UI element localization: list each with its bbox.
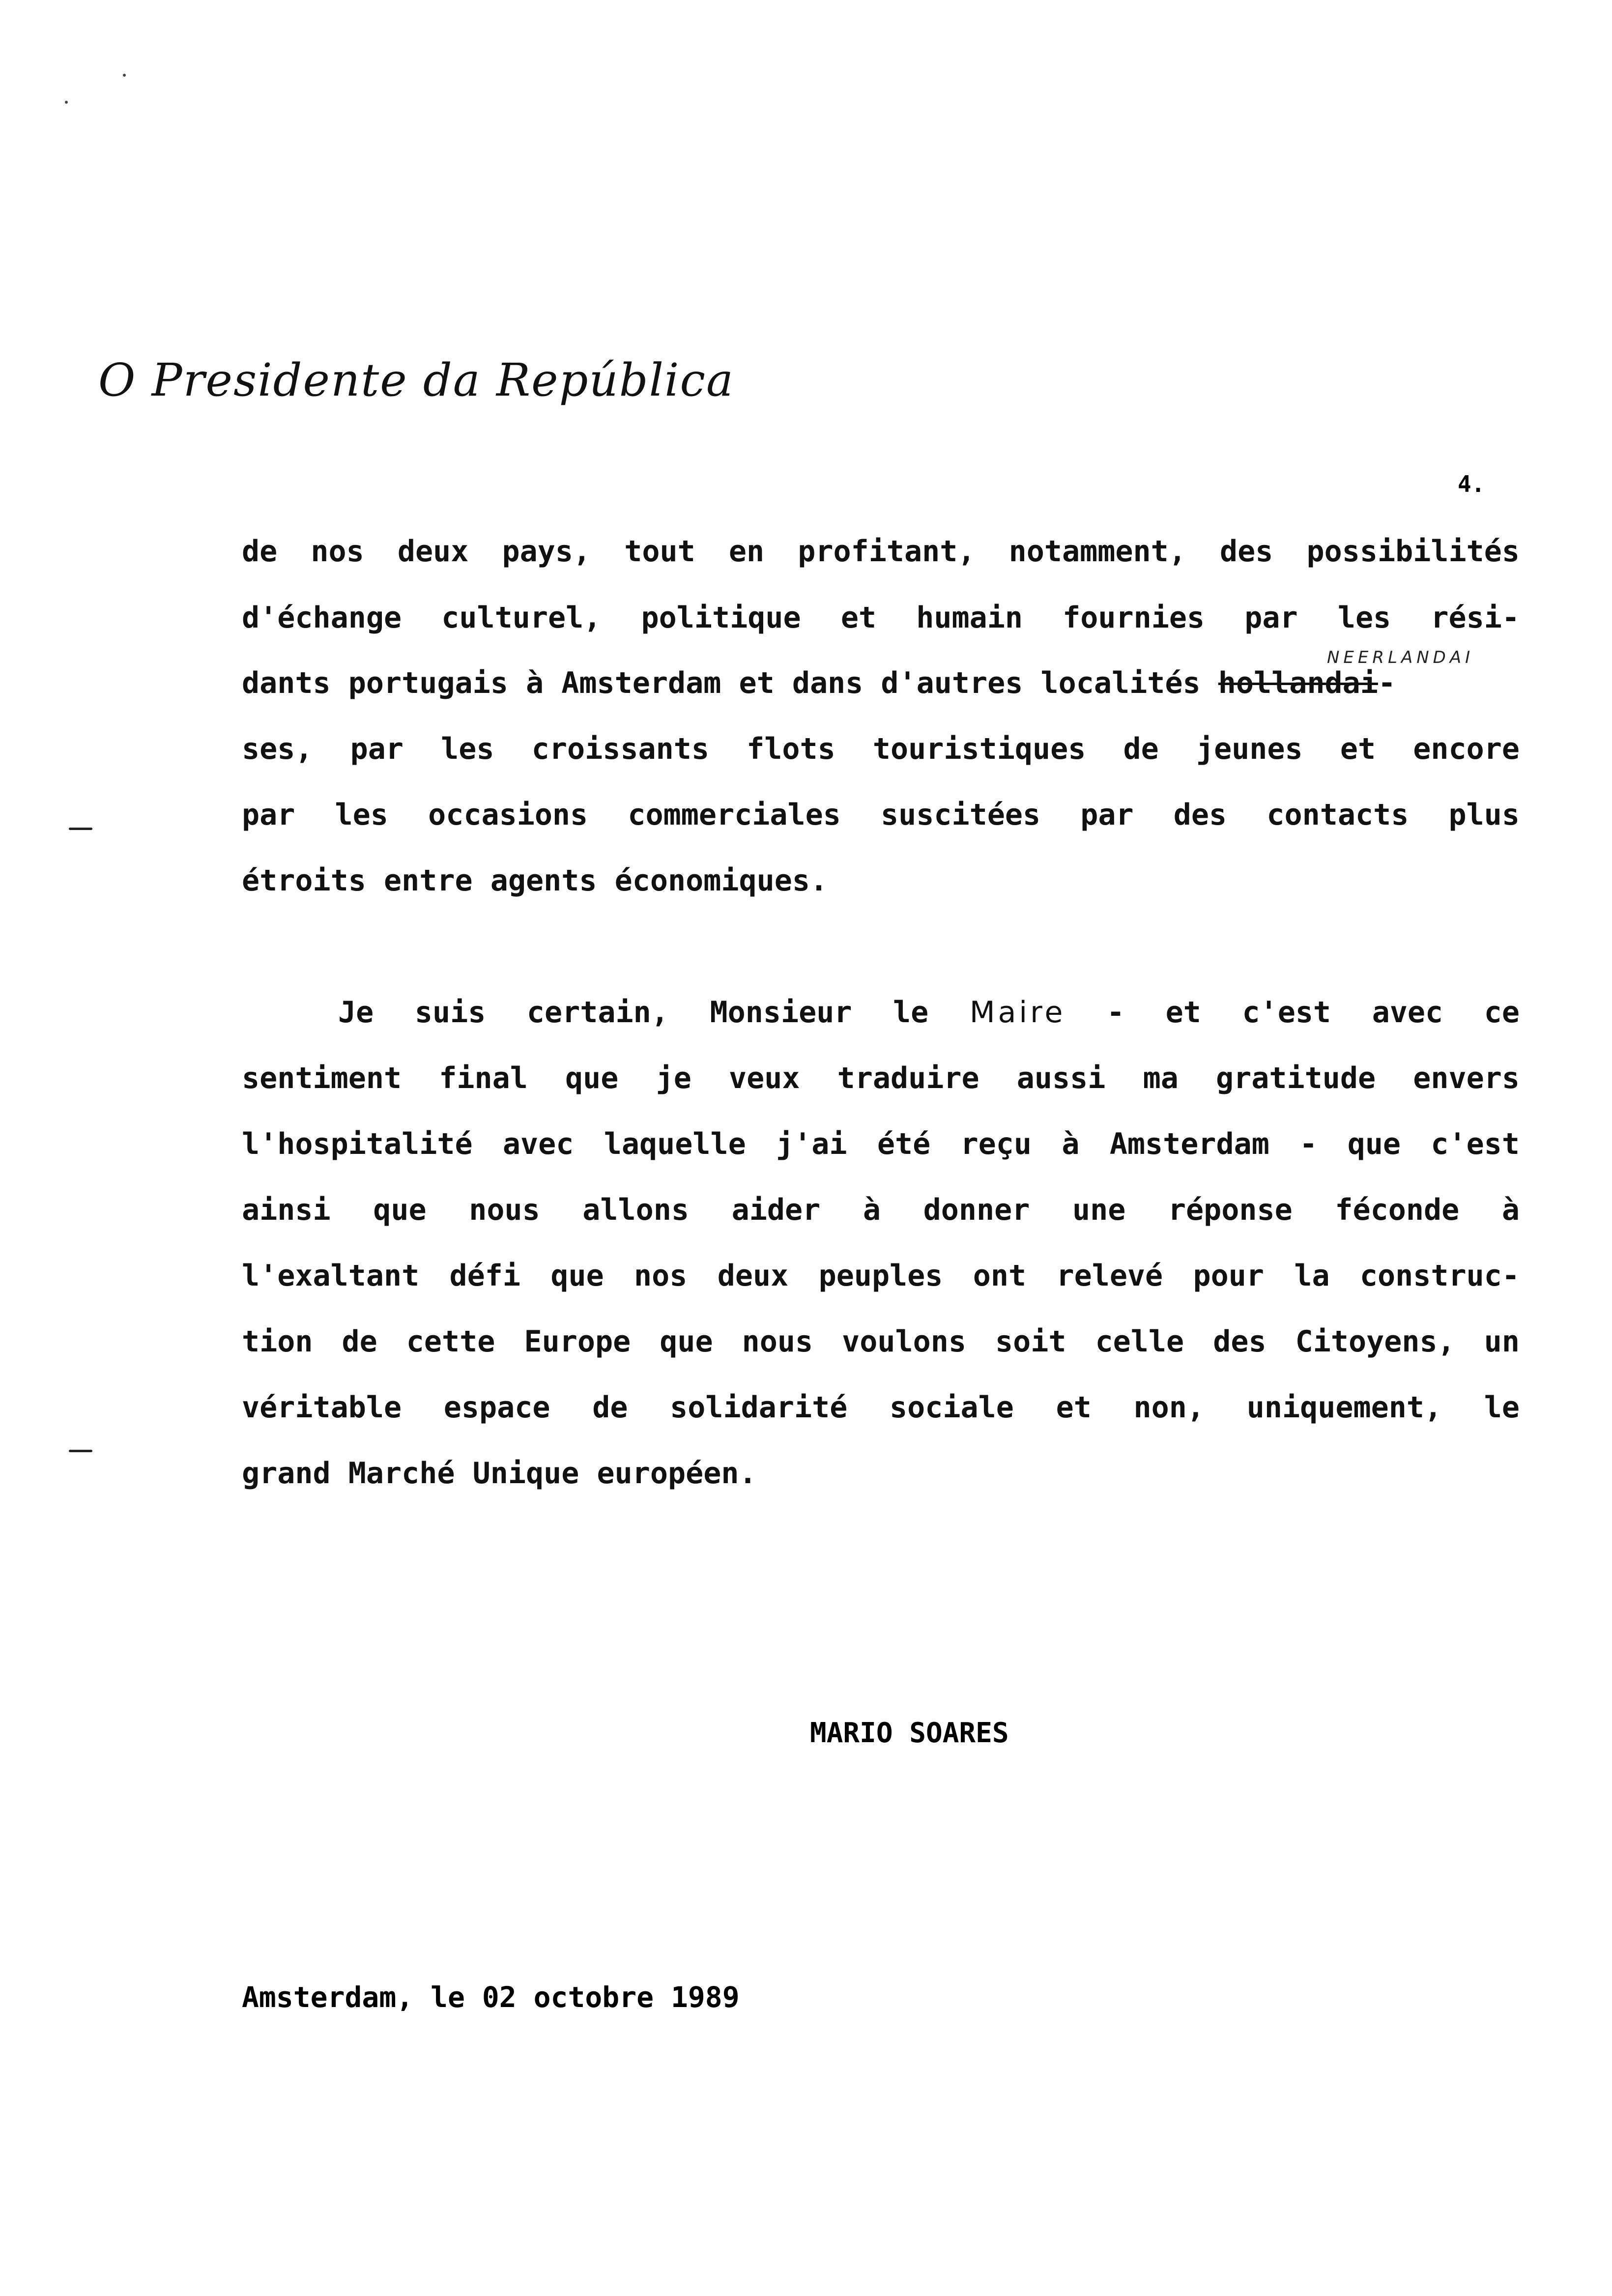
scan-speck	[123, 74, 126, 77]
margin-mark	[69, 828, 92, 830]
paragraph-2-line-8: grand Marché Unique européen.	[242, 1456, 757, 1491]
line-3-end: -	[1378, 666, 1396, 700]
paragraph-1-line-3	[242, 667, 1520, 699]
line-3-text: dants portugais à Amsterdam et dans d'autres localités	[242, 666, 1218, 700]
paragraph-1-line-6: étroits entre agents économiques.	[242, 863, 828, 898]
paragraph-1-line-1: de nos deux pays, tout en profitant, notamment, des possibilités	[242, 534, 1520, 569]
scan-speck	[65, 101, 68, 104]
inserted-word: Maire	[969, 995, 1066, 1030]
paragraph-2-line-3: l'hospitalité avec laquelle j'ai été reçu à Amsterdam - que c'est	[242, 1127, 1520, 1161]
paragraph-2-line-4: ainsi que nous allons aider à donner une réponse féconde à	[242, 1193, 1520, 1227]
paragraph-2-line-1-end: - et c'est avec ce	[1106, 995, 1520, 1030]
paragraph-1-line-4: ses, par les croissants flots touristiques de jeunes et encore	[242, 732, 1520, 766]
struck-word: hollandai	[1218, 666, 1378, 700]
paragraph-2-line-5: l'exaltant défi que nos deux peuples ont relevé pour la construc-	[242, 1259, 1520, 1293]
handwritten-correction: NEERLANDAI	[1327, 648, 1474, 667]
letterhead: O Presidente da República	[98, 354, 734, 406]
paragraph-2-line-1	[338, 997, 1520, 1028]
margin-mark	[69, 1450, 92, 1452]
place-and-date: Amsterdam, le 02 octobre 1989	[242, 1980, 740, 2014]
paragraph-2-line-1-start: Je suis certain, Monsieur le	[338, 995, 929, 1030]
paragraph-2-line-7: véritable espace de solidarité sociale et non, uniquement, le	[242, 1390, 1520, 1425]
paragraph-1-line-2: d'échange culturel, politique et humain fournies par les rési-	[242, 601, 1520, 635]
page-number: 4.	[1458, 471, 1485, 497]
paragraph-2-line-6: tion de cette Europe que nous voulons soit celle des Citoyens, un	[242, 1324, 1520, 1359]
signature-name: MARIO SOARES	[810, 1717, 1009, 1749]
paragraph-2-line-2: sentiment final que je veux traduire aussi ma gratitude envers	[242, 1061, 1520, 1095]
paragraph-1-line-5: par les occasions commerciales suscitées par des contacts plus	[242, 798, 1520, 832]
